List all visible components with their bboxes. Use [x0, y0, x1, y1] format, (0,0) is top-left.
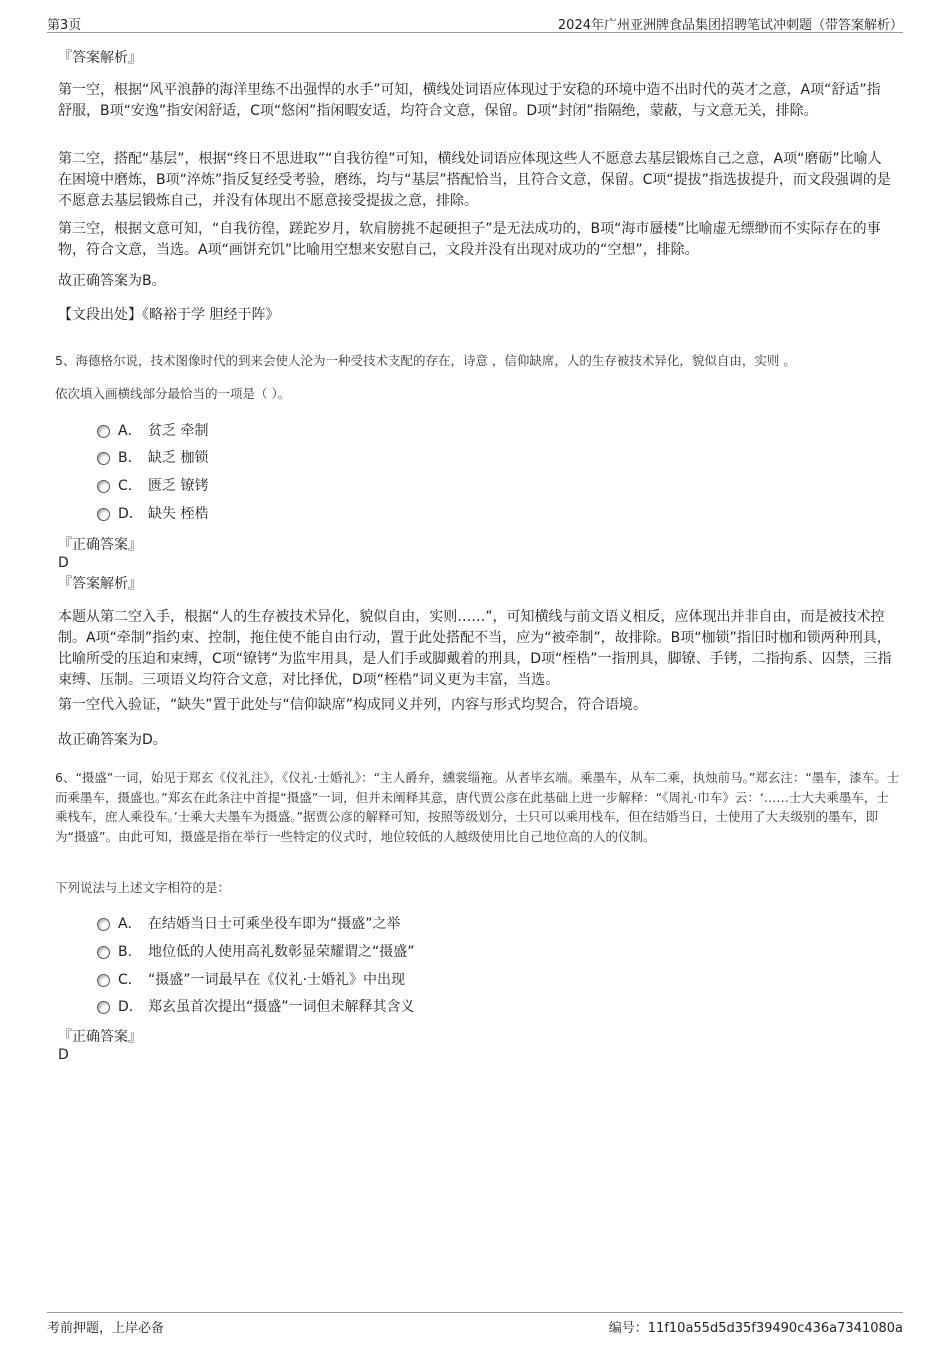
option-text: 在结婚当日士可乘坐役车即为“摄盛”之举	[148, 916, 401, 932]
question-stem: 5、海德格尔说，技术图像时代的到来会使人沦为一种受技术支配的存在，诗意 ，信仰缺席，人的生存被技术异化，貌似自由，实则 。	[55, 353, 796, 368]
page-header	[47, 12, 903, 33]
option-b[interactable]	[97, 448, 208, 468]
answer-conclusion: 故正确答案为B。	[58, 273, 166, 289]
option-letter: D．	[118, 999, 143, 1015]
radio-button[interactable]	[97, 918, 110, 931]
radio-button[interactable]	[97, 508, 110, 521]
correct-answer: D	[58, 555, 69, 571]
footer-slogan: 考前押题，上岸必备	[47, 1321, 165, 1336]
option-text: “摄盛”一词最早在《仪礼·士婚礼》中出现	[148, 972, 405, 988]
option-b[interactable]	[97, 942, 415, 962]
question-prompt: 依次填入画横线部分最恰当的一项是（ ）。	[55, 386, 291, 401]
passage-source: 【文段出处】《略裕于学 胆经于阵》	[58, 307, 280, 323]
page-footer	[47, 1312, 903, 1335]
option-text: 缺乏 枷锁	[148, 450, 209, 466]
document-id: 编号：11f10a55d5d35f39490c436a7341080a	[608, 1321, 903, 1336]
option-letter: A．	[118, 916, 142, 932]
radio-button[interactable]	[97, 480, 110, 493]
radio-button[interactable]	[97, 946, 110, 959]
option-letter: C．	[118, 478, 142, 494]
option-d[interactable]	[97, 504, 208, 524]
answer-conclusion: 故正确答案为D。	[58, 732, 167, 748]
correct-answer-label: 『正确答案』	[58, 537, 142, 553]
option-text: 匮乏 镣铐	[148, 478, 209, 494]
correct-answer-label: 『正确答案』	[58, 1029, 142, 1045]
option-letter: B．	[118, 450, 142, 466]
option-c[interactable]	[97, 476, 208, 496]
radio-button[interactable]	[97, 425, 110, 438]
option-letter: C．	[118, 972, 142, 988]
correct-answer: D	[58, 1047, 69, 1063]
option-text: 贫乏 牵制	[148, 423, 209, 439]
radio-button[interactable]	[97, 1001, 110, 1014]
question-prompt: 下列说法与上述文字相符的是：	[55, 880, 231, 895]
option-d[interactable]	[97, 997, 415, 1017]
option-text: 地位低的人使用高礼数彰显荣耀谓之“摄盛”	[148, 944, 415, 960]
analysis-paragraph: 第一空代入验证，“缺失”置于此处与“信仰缺席”构成同义并列，内容与形式均契合，符合语境。	[58, 697, 648, 713]
option-text: 缺失 桎梏	[148, 506, 209, 522]
analysis-label: 『答案解析』	[58, 576, 142, 592]
analysis-label: 『答案解析』	[58, 50, 142, 66]
option-a[interactable]	[97, 421, 208, 441]
analysis-paragraph: 本题从第二空入手，根据“人的生存被技术异化，貌似自由，实则……”，可知横线与前文语义相反，应体现出并非自由，而是被技术控制。A项“牵制”指约束、控制，拖住使不能自由行动，置于此处搭配不当，应为“被牵制”，故排除。B项“枷锁”指旧时枷和锁两种刑具，比喻所受的压迫和束缚，C项“镣铐”为监牢用具，是人们手或脚戴着的刑具，D项“桎梏”一指刑具，脚镣、手铐，二指拘系、囚禁，三指束缚、压制。三项语义均符合文意，对比择优，D项“桎梏”词义更为丰富，当选。	[58, 609, 892, 688]
radio-button[interactable]	[97, 452, 110, 465]
question-stem: 6、“摄盛”一词，始见于郑玄《仪礼注》，《仪礼·士婚礼》：“主人爵弁，纁裳缁袘。从者毕玄端。乘墨车，从车二乘，执烛前马。”郑玄注：“墨车，漆车。士而乘墨车，摄盛也。”郑玄在此条注中首提“摄盛”一词，但并未阐释其意，唐代贾公彦在此基础上进一步解释：“《周礼·巾车》云：‘……士大夫乘墨车，士乘栈车，庶人乘役车。’士乘大夫墨车为摄盛。”据贾公彦的解释可知，按照等级划分，士只可以乘用栈车，但在结婚当日，士使用了大夫级别的墨车，即为“摄盛”。由此可知，摄盛是指在举行一些特定的仪式时，地位较低的人越级使用比自己地位高的人的仪制。	[55, 770, 900, 844]
document-title: 2024年广州亚洲牌食品集团招聘笔试冲刺题（带答案解析）	[557, 18, 903, 33]
radio-button[interactable]	[97, 974, 110, 987]
option-letter: D．	[118, 506, 143, 522]
page-number: 第3页	[47, 18, 82, 33]
analysis-paragraph: 第三空，根据文意可知，“自我彷徨，蹉跎岁月，软肩膀挑不起硬担子”是无法成功的，B项“海市蜃楼”比喻虚无缥缈而不实际存在的事物，符合文意，当选。A项“画饼充饥”比喻用空想来安慰自己，文段并没有出现对成功的“空想”，排除。	[58, 221, 881, 258]
analysis-paragraph: 第二空，搭配“基层”，根据“终日不思进取”“自我彷徨”可知，横线处词语应体现这些人不愿意去基层锻炼自己之意，A项“磨砺”比喻人在困境中磨炼，B项“淬炼”指反复经受考验，磨练，均与“基层”搭配恰当，且符合文意，保留。C项“提拔”指选拔提升，而文段强调的是不愿意去基层锻炼自己，并没有体现出不愿意接受提拔之意，排除。	[58, 151, 891, 209]
option-text: 郑玄虽首次提出“摄盛”一词但未解释其含义	[148, 999, 415, 1015]
analysis-paragraph: 第一空，根据“风平浪静的海洋里练不出强悍的水手”可知，横线处词语应体现过于安稳的环境中造不出时代的英才之意，A项“舒适”指舒服，B项“安逸”指安闲舒适，C项“悠闲”指闲暇安适，均符合文意，保留。D项“封闭”指隔绝，蒙蔽，与文意无关，排除。	[58, 82, 881, 119]
option-c[interactable]	[97, 970, 405, 990]
option-letter: A．	[118, 423, 142, 439]
option-a[interactable]	[97, 914, 401, 934]
option-letter: B．	[118, 944, 142, 960]
